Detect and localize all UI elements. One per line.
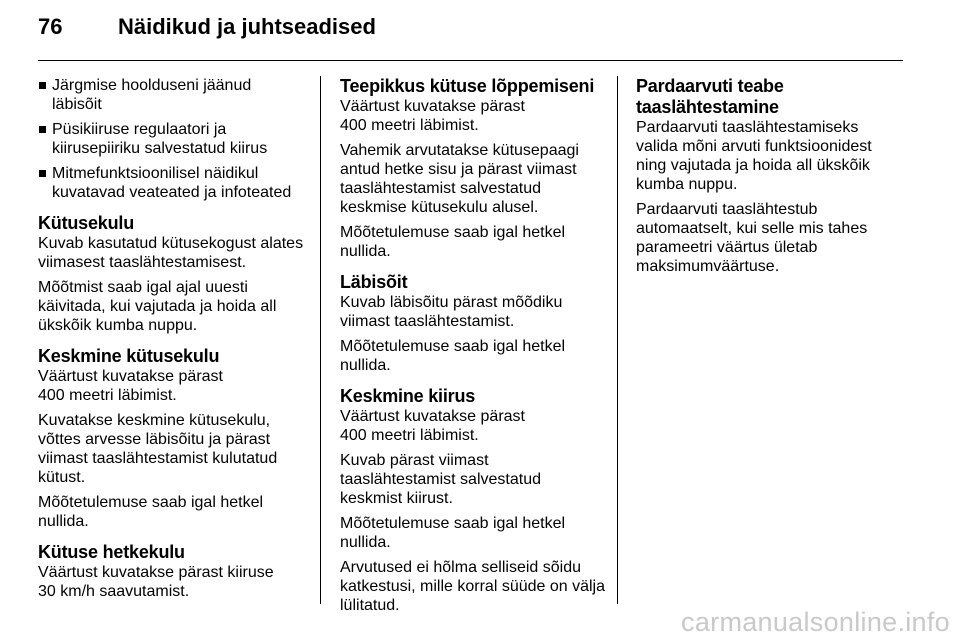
section-heading: Läbisõit: [340, 272, 408, 292]
section-heading: Pardaarvuti teabe taaslähtestamine: [636, 76, 784, 117]
header-divider: [38, 60, 903, 61]
bullet-list: [38, 76, 306, 202]
section-distance: [340, 272, 608, 375]
section-heading: Keskmine kiirus: [340, 386, 476, 406]
paragraph: Vahemik arvutatakse kütusepaagi antud hetke sisu ja pärast viimast taaslähtestamist salvestatud keskmise kütusekulu alusel.: [340, 142, 579, 216]
paragraph: Arvutused ei hõlma selliseid sõidu katkestusi, mille korral süüde on välja lülitatud.: [340, 559, 606, 614]
paragraph: Väärtust kuvatakse pärast 400 meetri läbimist.: [38, 368, 223, 404]
section-heading: Kütuse hetkekulu: [38, 542, 185, 562]
paragraph: Mõõtetulemuse saab igal hetkel nullida.: [38, 494, 264, 530]
paragraph: Kuvab kasutatud kütusekogust alates viimasest taaslähtestamisest.: [38, 235, 304, 271]
section-instant-fuel-consumption: [38, 542, 306, 601]
paragraph: Väärtust kuvatakse pärast 400 meetri läbimist.: [340, 408, 525, 444]
column-3: [636, 76, 904, 282]
section-average-speed: [340, 386, 608, 615]
column-divider: [617, 76, 618, 604]
paragraph: Väärtust kuvatakse pärast 400 meetri läbimist.: [340, 98, 525, 134]
section-heading: Kütusekulu: [38, 213, 135, 233]
column-1: [38, 76, 306, 607]
watermark: carmanualsonline.info: [681, 607, 950, 637]
page-title: Näidikud ja juhtseadised: [118, 14, 376, 39]
paragraph: Kuvatakse keskmine kütusekulu, võttes arvesse läbisõitu ja pärast viimast taaslähtestamist kulutatud kütust.: [38, 412, 278, 486]
section-range: [340, 76, 608, 261]
bullet-item: Mitmefunktsioonilisel näidikul kuvatavad veateated ja infoteated: [38, 164, 306, 202]
paragraph: Pardaarvuti taaslähtestamiseks valida mõni arvuti funktsioonidest ning vajutada ja hoida all ükskõik kumba nuppu.: [636, 119, 872, 193]
page-number: 76: [38, 14, 63, 39]
paragraph: Väärtust kuvatakse pärast kiiruse 30 km/h saavutamist.: [38, 564, 274, 600]
section-fuel-consumption: [38, 213, 306, 335]
paragraph: Pardaarvuti taaslähtestub automaatselt, kui selle mis tahes parameetri väärtus ületab maksimumväärtuse.: [636, 201, 868, 275]
paragraph: Kuvab läbisõitu pärast mõõdiku viimast taaslähtestamist.: [340, 294, 563, 330]
section-trip-computer-reset: [636, 76, 904, 276]
column-2: [340, 76, 608, 621]
paragraph: Mõõtmist saab igal ajal uuesti käivitada, kui vajutada ja hoida all ükskõik kumba nuppu.: [38, 279, 277, 334]
paragraph: Mõõtetulemuse saab igal hetkel nullida.: [340, 515, 566, 551]
section-heading: Teepikkus kütuse lõppemiseni: [340, 76, 595, 96]
section-average-fuel-consumption: [38, 346, 306, 531]
paragraph: Kuvab pärast viimast taaslähtestamist salvestatud keskmist kiirust.: [340, 452, 541, 507]
bullet-item: Püsikiiruse regulaatori ja kiirusepiiriku salvestatud kiirus: [38, 120, 306, 158]
bullet-item: Järgmise hoolduseni jäänud läbisõit: [38, 76, 306, 114]
column-divider: [320, 76, 321, 604]
section-heading: Keskmine kütusekulu: [38, 346, 220, 366]
paragraph: Mõõtetulemuse saab igal hetkel nullida.: [340, 224, 566, 260]
paragraph: Mõõtetulemuse saab igal hetkel nullida.: [340, 338, 566, 374]
